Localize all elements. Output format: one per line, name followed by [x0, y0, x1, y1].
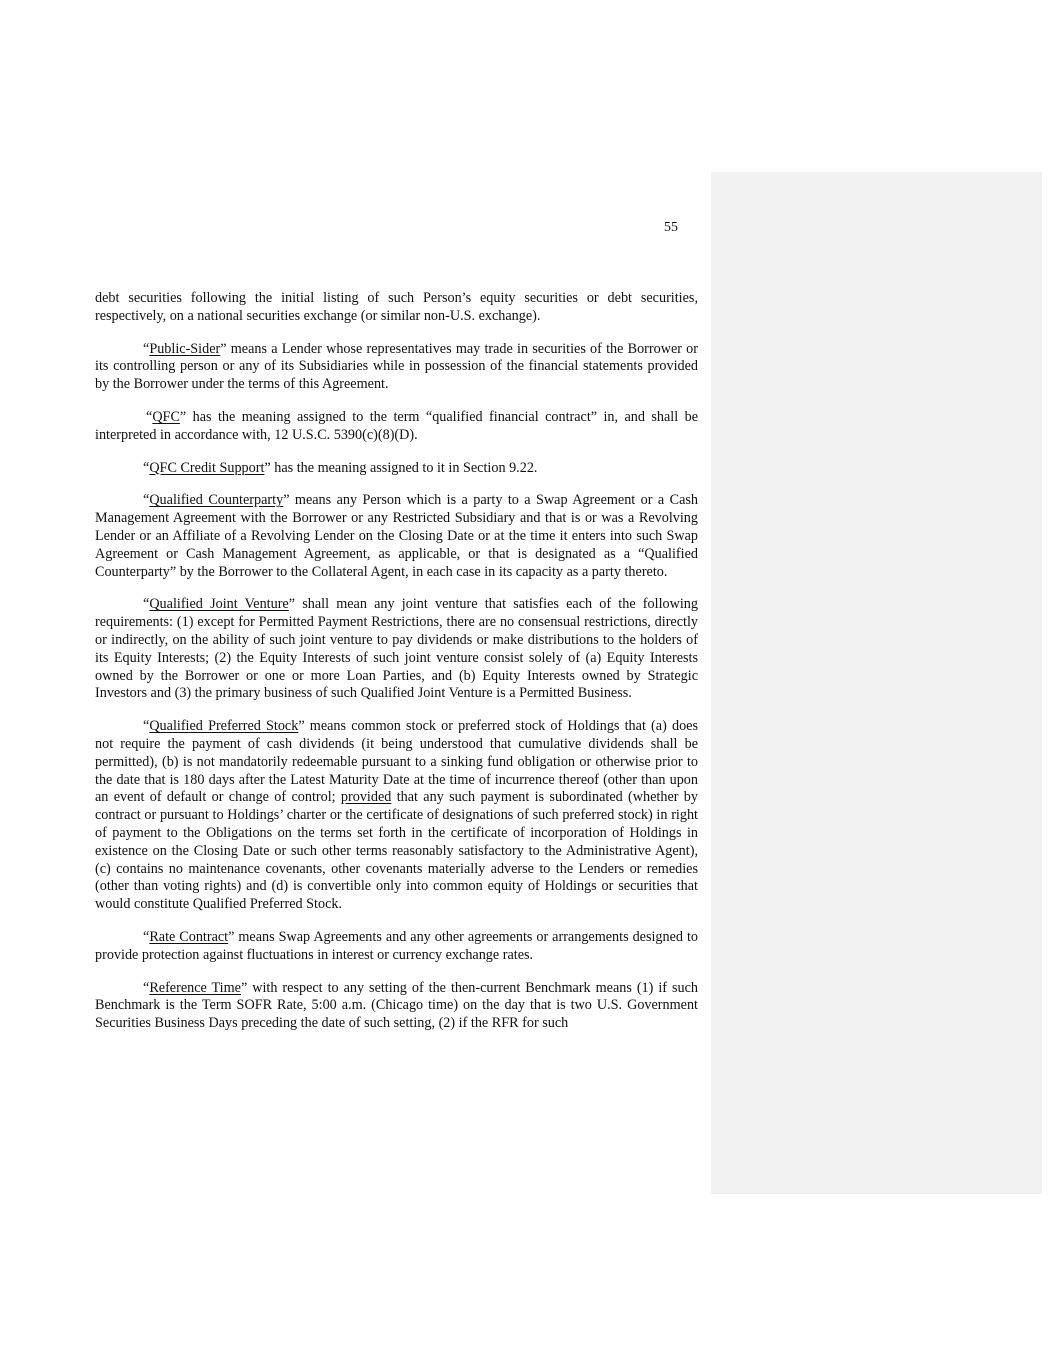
- open-quote: “: [143, 340, 150, 357]
- definition-qualified-counterparty: [95, 492, 698, 581]
- open-quote: “: [143, 492, 150, 509]
- definition-text-continued: that any such payment is subordinated (whether by contract or pursuant to Holdings’ charter or the certificate of designations of such preferred stock) in right of payment to the Obligations on the terms set forth in the certificate of incorporation of Holdings in existence on the Closing Date or such other terms reasonably satisfactory to the Administrative Agent), (c) contains no maintenance covenants, other covenants materially adverse to the Lenders or remedies (other than voting rights) and (d) is convertible only into common equity of Holdings or securities that would constitute Qualified Preferred Stock.: [95, 789, 698, 913]
- defined-term: Qualified Counterparty: [149, 492, 284, 509]
- defined-term: Reference Time: [149, 979, 241, 996]
- open-quote: “: [143, 459, 150, 476]
- open-quote: “: [146, 408, 153, 425]
- definition-rate-contract: [95, 929, 698, 965]
- definition-reference-time: [95, 980, 698, 1033]
- definition-text: ” means any Person which is a party to a Swap Agreement or a Cash Management Agreement with the Borrower or any Restricted Subsidiary and that is or was a Revolving Lender or an Affiliate of a Revolving Lender on the Closing Date or at the time it enters into such Swap Agreement or Cash Management Agreement, as applicable, or that is designated as a “Qualified Counterparty” by the Borrower to the Collateral Agent, in each case in its capacity as a party thereto.: [95, 492, 699, 580]
- open-quote: “: [143, 718, 150, 735]
- definition-text: ” shall mean any joint venture that satisfies each of the following requirements: (1) except for Permitted Payment Restrictions, there are no consensual restrictions, directly or indirectly, on the ability of such joint venture to pay dividends or make distributions to the holders of its Equity Interests; (2) the Equity Interests of such joint venture consist solely of (a) Equity Interests owned by the Borrower or one or more Loan Parties, and (b) Equity Interests owned by Strategic Investors and (3) the primary business of such Qualified Joint Venture is a Permitted Business.: [95, 596, 698, 702]
- open-quote: “: [143, 596, 150, 613]
- comment-margin-pane: [711, 172, 1042, 1194]
- definition-text: ” means Swap Agreements and any other agreements or arrangements designed to provide protection against fluctuations in interest or currency exchange rates.: [95, 928, 698, 963]
- page-number: 55: [664, 220, 678, 235]
- underlined-proviso: provided: [340, 789, 392, 806]
- definition-qfc-credit-support: [95, 460, 698, 478]
- definition-text: ” means a Lender whose representatives may trade in securities of the Borrower or its controlling person or any of its Subsidiaries while in possession of the financial statements provided by the Borrower under the terms of this Agreement.: [95, 340, 698, 393]
- defined-term: Qualified Joint Venture: [149, 596, 289, 613]
- document-body: [95, 290, 698, 1048]
- open-quote: “: [143, 928, 150, 945]
- definition-qfc: [95, 409, 698, 445]
- defined-term: Rate Contract: [149, 928, 229, 945]
- definition-qualified-preferred-stock: [95, 718, 698, 914]
- defined-term: QFC: [152, 408, 180, 425]
- defined-term: Public-Sider: [149, 340, 221, 357]
- definition-qualified-joint-venture: [95, 596, 698, 703]
- definition-text: ” has the meaning assigned to the term “qualified financial contract” in, and shall be interpreted in accordance with, 12 U.S.C. 5390(c)(8)(D).: [95, 408, 698, 443]
- defined-term: Qualified Preferred Stock: [149, 718, 299, 735]
- definition-public-sider: [95, 341, 698, 394]
- defined-term: QFC Credit Support: [149, 459, 265, 476]
- paragraph-continuation: [95, 290, 698, 326]
- paragraph-text: debt securities following the initial listing of such Person’s equity securities or debt securities, respectively, on a national securities exchange (or similar non-U.S. exchange).: [95, 290, 698, 324]
- open-quote: “: [143, 979, 150, 996]
- definition-text: ” means common stock or preferred stock of Holdings that (a) does not require the payment of cash dividends (it being understood that cumulative dividends shall be permitted), (b) is not mandatorily redeemable pursuant to a sinking fund obligation or otherwise prior to the date that is 180 days after the Latest Maturity Date at the time of incurrence thereof (other than upon an event of default or change of control;: [95, 718, 698, 806]
- definition-text: ” has the meaning assigned to it in Section 9.22.: [264, 459, 538, 476]
- definition-text: ” with respect to any setting of the then-current Benchmark means (1) if such Benchmark is the Term SOFR Rate, 5:00 a.m. (Chicago time) on the day that is two U.S. Government Securities Business Days preceding the date of such setting, (2) if the RFR for such: [95, 979, 698, 1032]
